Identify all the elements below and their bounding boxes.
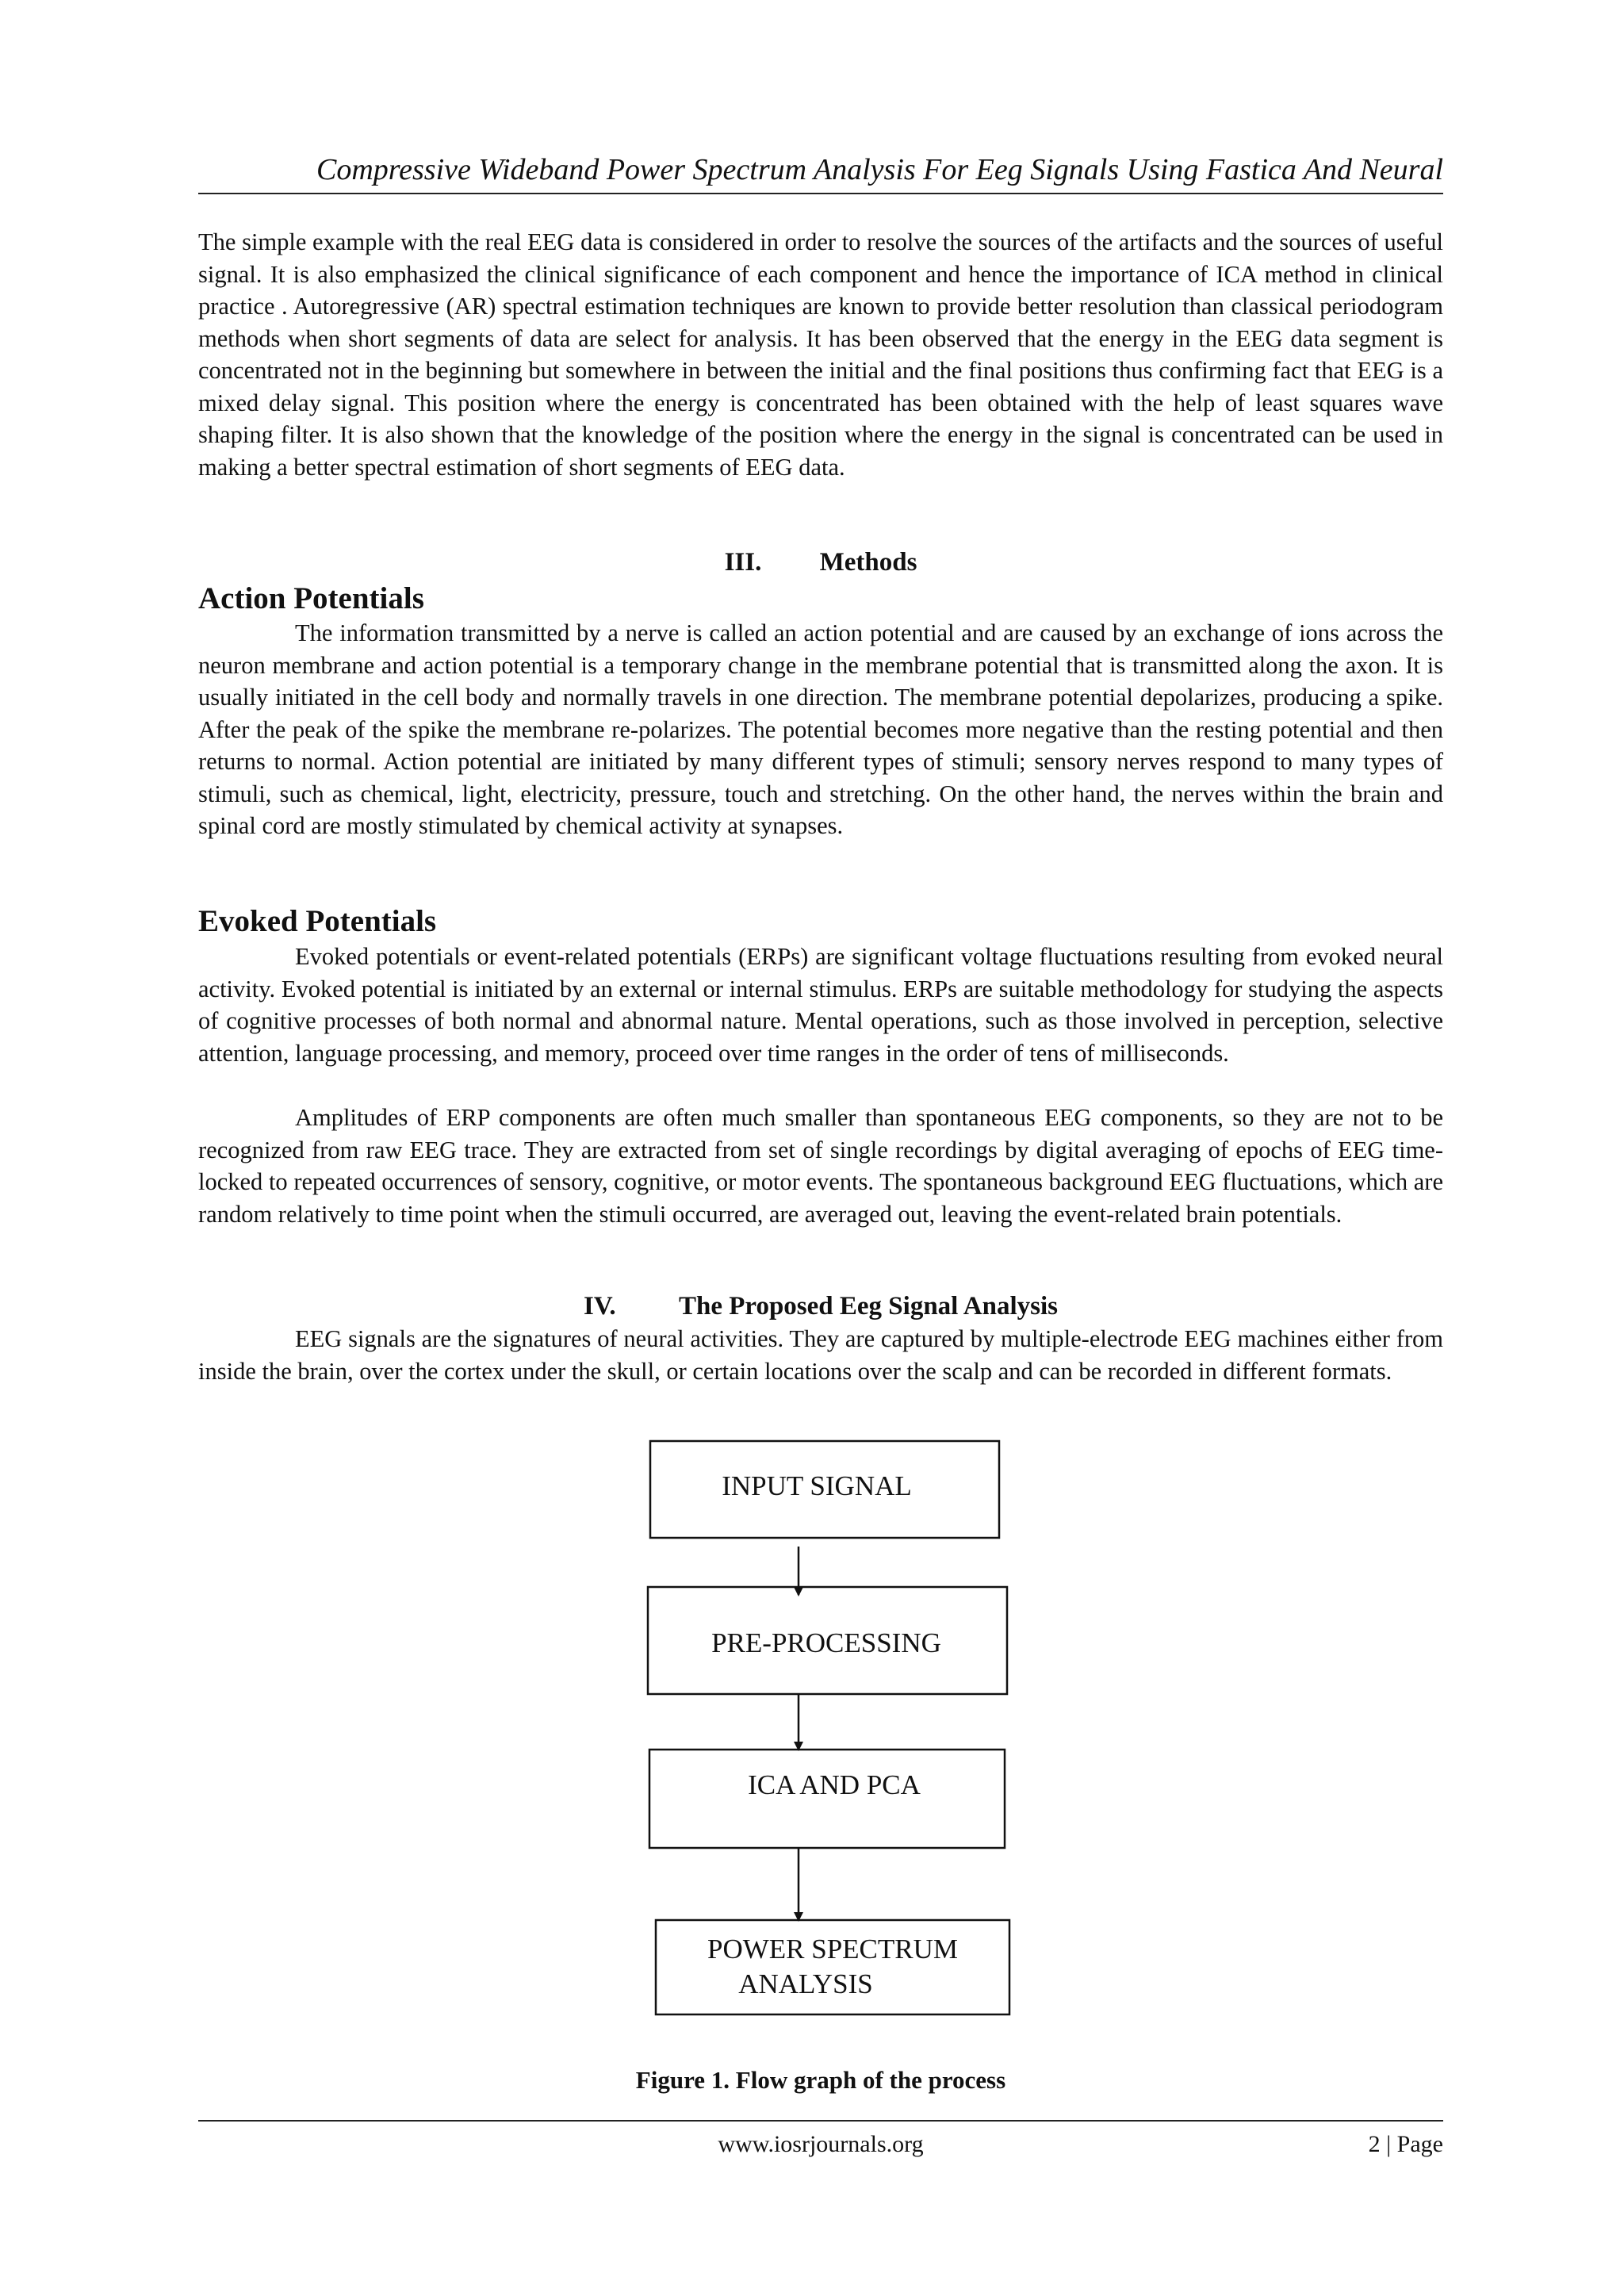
- intro-paragraph: The simple example with the real EEG data is considered in order to resolve the sources of the artifacts and the sources of useful signal. It is also emphasized the clinical significance of each component and hence the importance of ICA method in clinical practice . Autoregressive (AR) spectral estimation techniques are known to provide better resolution than classical periodogram methods when short segments of data are select for analysis. It has been observed that the energy in the EEG data segment is concentrated not in the beginning but somewhere in between the initial and the final positions thus confirming fact that EEG is a mixed delay signal. This position where the energy is concentrated has been obtained with the help of least squares wave shaping filter. It is also shown that the knowledge of the position where the energy in the signal is concentrated can be used in making a better spectral estimation of short segments of EEG data.: [198, 228, 1443, 481]
- section-4-name: The Proposed Eeg Signal Analysis: [678, 1292, 1058, 1320]
- flow-box-power-spectrum-label-line-1: POWER SPECTRUM: [707, 1934, 959, 1964]
- section-3-name: Methods: [819, 548, 917, 577]
- footer-rule: [198, 2120, 1443, 2122]
- evoked-potentials-paragraph-1: Evoked potentials or event-related potentials (ERPs) are significant voltage fluctuations resulting from evoked neural activity. Evoked potential is initiated by an external or internal stimulus. ERPs are suitable methodology for studying the aspects of cognitive processes of both normal and abnormal nature. Mental operations, such as those involved in perception, selective attention, language processing, and memory, proceed over time ranges in the order of tens of milliseconds.: [198, 943, 1443, 1067]
- section-4-paragraph: EEG signals are the signatures of neural activities. They are captured by multiple-electrode EEG machines either from inside the brain, over the cortex under the skull, or certain locations over the scalp and can be recorded in different formats.: [198, 1325, 1443, 1385]
- flow-box-pre-processing-label: PRE-PROCESSING: [711, 1627, 941, 1658]
- footer-website: www.iosrjournals.org: [718, 2131, 924, 2157]
- evoked-potentials-paragraph-2: Amplitudes of ERP components are often much smaller than spontaneous EEG components, so they are not to be recognized from raw EEG trace. They are extracted from set of single recordings by digital averaging of epochs of EEG time-locked to repeated occurrences of sensory, cognitive, or motor events. The spontaneous background EEG fluctuations, which are random relatively to time point when the stimuli occurred, are averaged out, leaving the event-related brain potentials.: [198, 1104, 1443, 1228]
- action-potentials-heading: Action Potentials: [198, 581, 424, 615]
- figure-caption: Figure 1. Flow graph of the process: [635, 2066, 1006, 2094]
- flow-box-ica-pca-label: ICA AND PCA: [748, 1769, 921, 1800]
- flow-box-input-signal-label: INPUT SIGNAL: [722, 1470, 912, 1501]
- flow-box-power-spectrum-label-line-2: ANALYSIS: [738, 1968, 873, 1999]
- action-potentials-paragraph: The information transmitted by a nerve is called an action potential and are caused by an exchange of ions across the neuron membrane and action potential is a temporary change in the membrane potential that is transmitted along the axon. It is usually initiated in the cell body and normally travels in one direction. The membrane potential depolarizes, producing a spike. After the peak of the spike the membrane re-polarizes. The potential becomes more negative than the resting potential and then returns to normal. Action potential are initiated by many different types of stimuli; sensory nerves respond to many types of stimuli, such as chemical, light, electricity, pressure, touch and stretching. On the other hand, the nerves within the brain and spinal cord are mostly stimulated by chemical activity at synapses.: [198, 619, 1443, 839]
- evoked-potentials-heading: Evoked Potentials: [198, 904, 437, 938]
- section-4-number: IV.: [583, 1292, 616, 1320]
- running-header: Compressive Wideband Power Spectrum Analysis For Eeg Signals Using Fastica And Neural: [316, 153, 1443, 186]
- footer-page-number: 2 | Page: [1368, 2131, 1443, 2157]
- section-3-number: III.: [724, 548, 762, 577]
